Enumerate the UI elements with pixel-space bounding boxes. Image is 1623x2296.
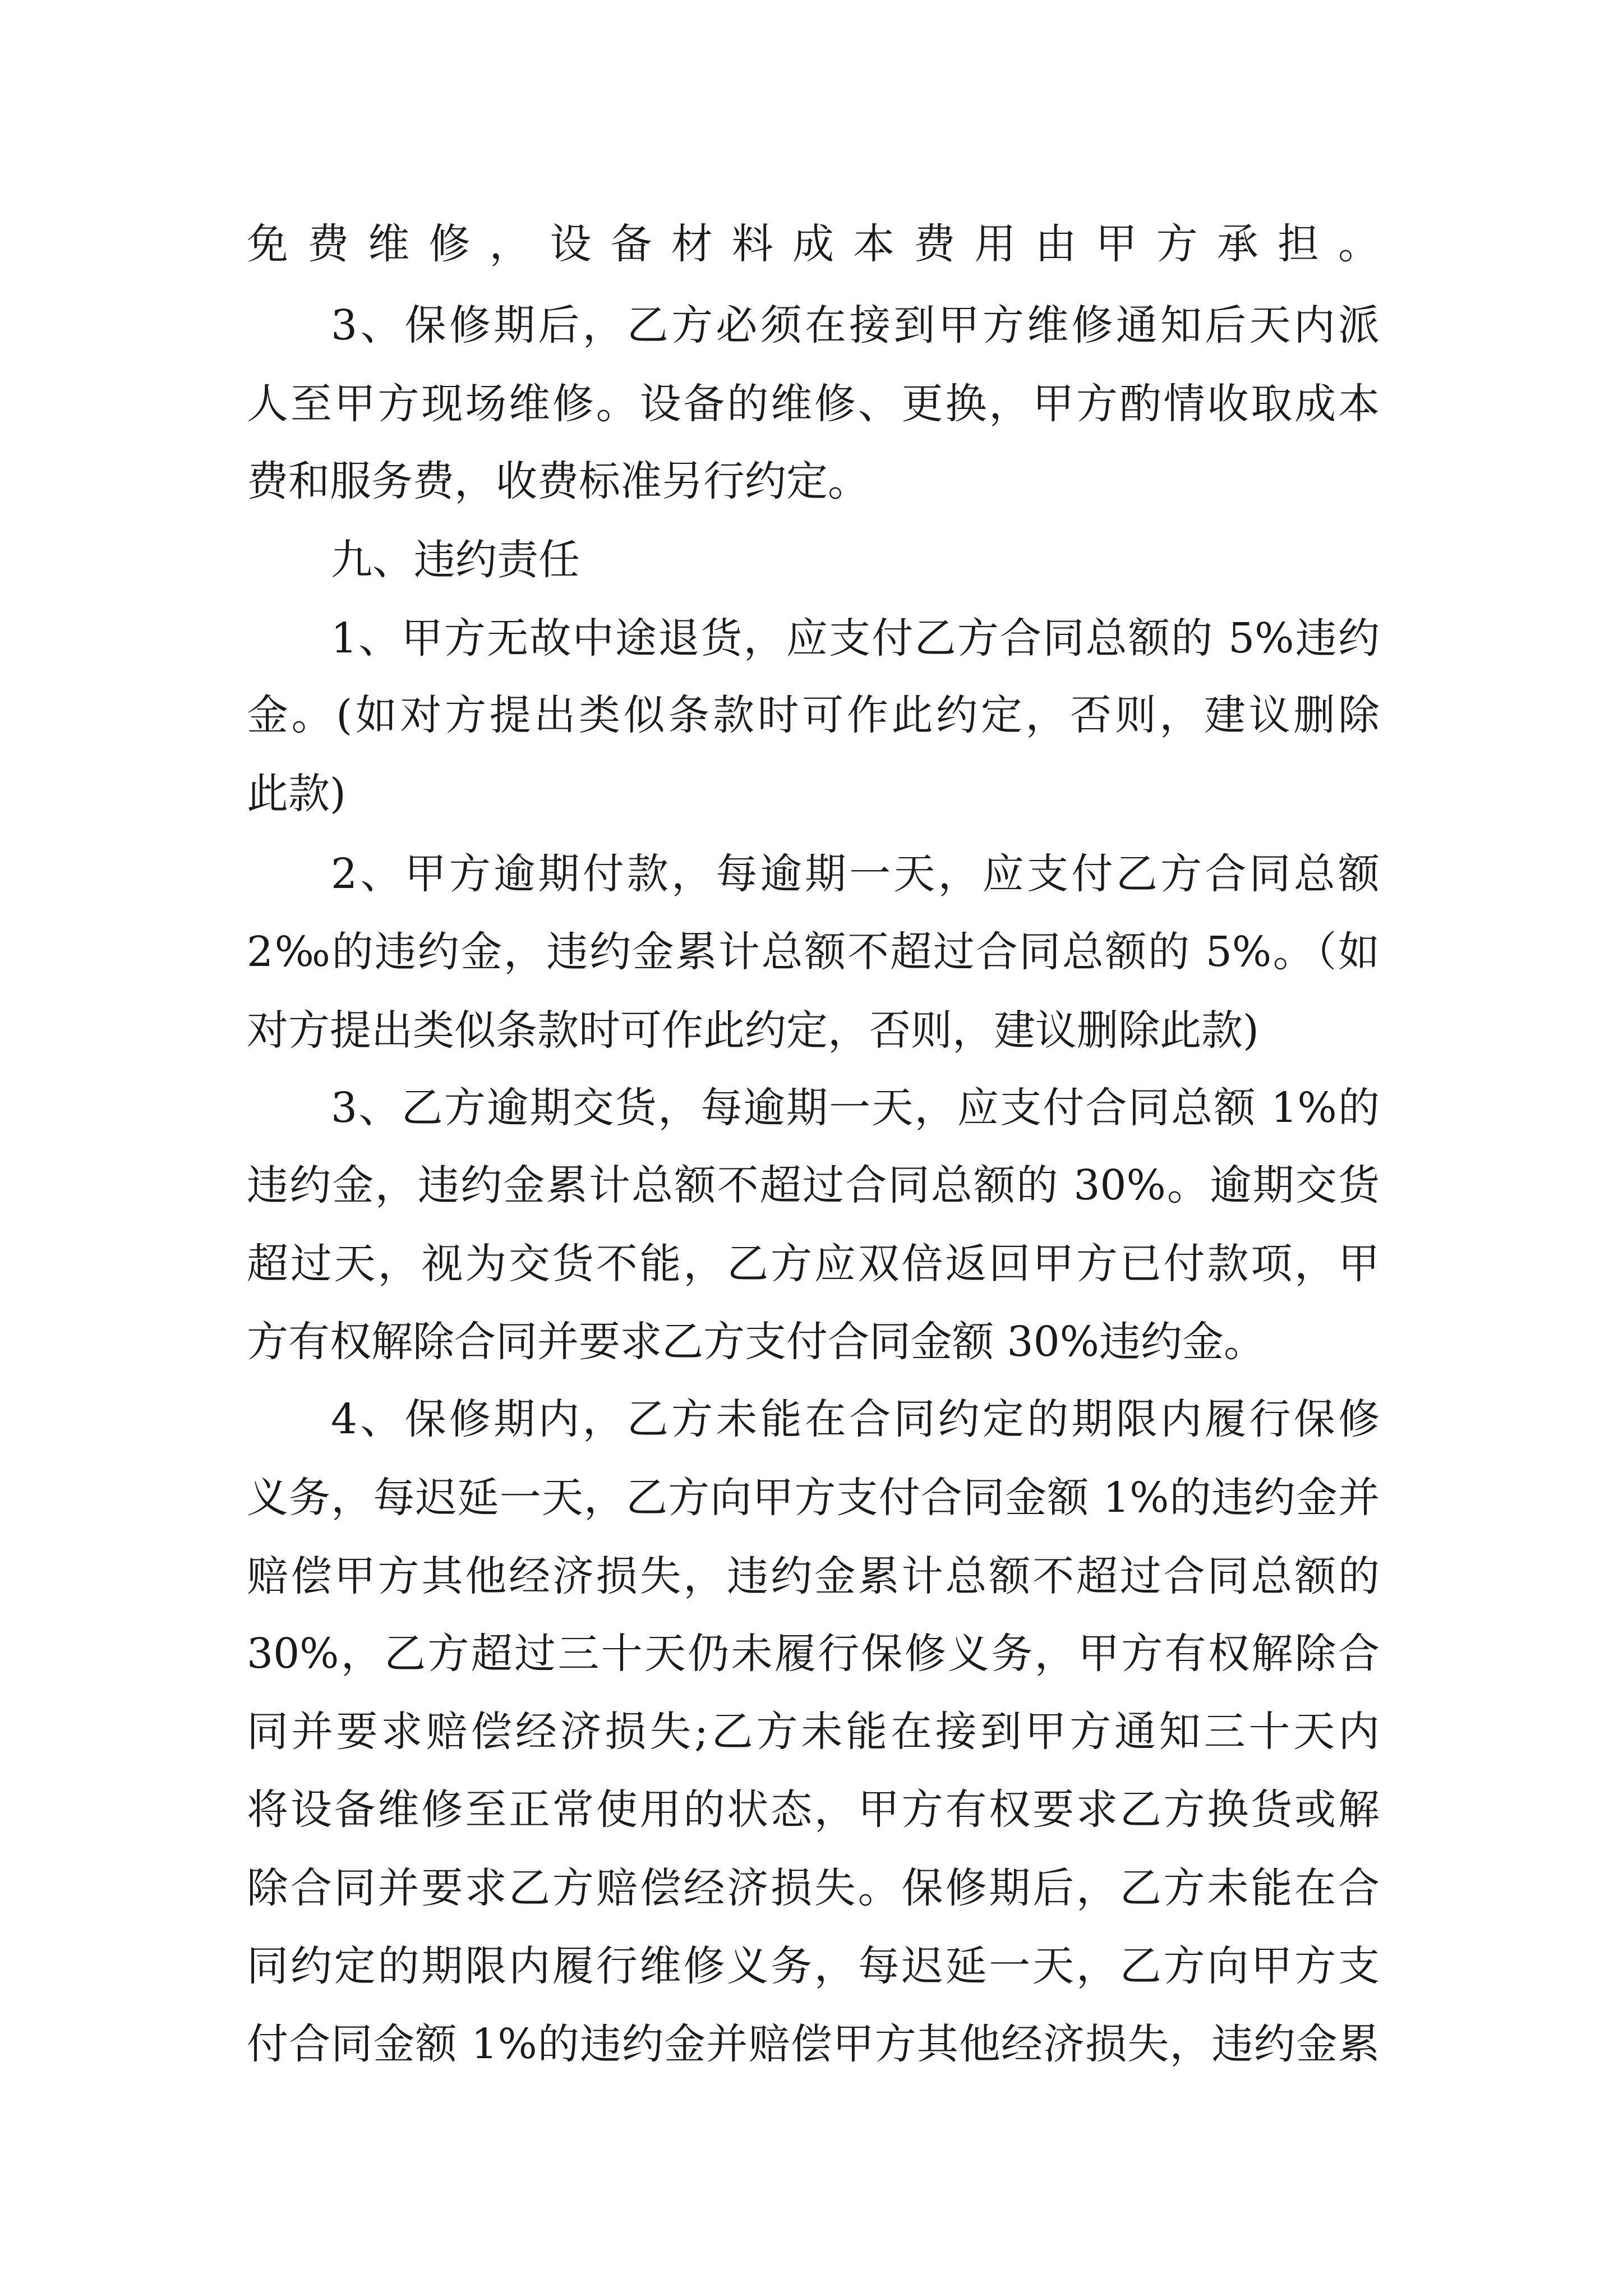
text-line: 付合同金额 1%的违约金并赔偿甲方其他经济损失，违约金累 (247, 2020, 1380, 2068)
text-line: 同并要求赔偿经济损失;乙方未能在接到甲方通知三十天内 (247, 1708, 1380, 1756)
text-line: 费和服务费，收费标准另行约定。 (247, 457, 869, 505)
text-line: 人至甲方现场维修。设备的维修、更换，甲方酌情收取成本 (247, 380, 1380, 428)
text-line: 对方提出类似条款时可作此约定，否则，建议删除此款) (247, 1006, 1259, 1055)
section-heading: 九、违约责任 (331, 536, 580, 584)
text-line: 超过天，视为交货不能，乙方应双倍返回甲方已付款项，甲 (247, 1240, 1380, 1288)
text-line: 3、保修期后，乙方必须在接到甲方维修通知后天内派 (331, 301, 1380, 349)
text-line: 3、乙方逾期交货，每逾期一天，应支付合同总额 1%的 (331, 1084, 1380, 1132)
text-line: 1、甲方无故中途退货，应支付乙方合同总额的 5%违约 (331, 614, 1380, 662)
text-line: 除合同并要求乙方赔偿经济损失。保修期后，乙方未能在合 (247, 1864, 1380, 1912)
text-line: 2‰的违约金，违约金累计总额不超过合同总额的 5%。（如 (247, 928, 1380, 976)
text-line: 赔偿甲方其他经济损失，违约金累计总额不超过合同总额的 (247, 1552, 1380, 1600)
text-line: 方有权解除合同并要求乙方支付合同金额 30%违约金。 (247, 1318, 1265, 1366)
text-line: 同约定的期限内履行维修义务，每迟延一天，乙方向甲方支 (247, 1942, 1380, 1990)
text-line: 4、保修期内，乙方未能在合同约定的期限内履行保修 (331, 1395, 1380, 1443)
text-line: 此款) (247, 770, 346, 818)
text-line: 30%，乙方超过三十天仍未履行保修义务，甲方有权解除合 (247, 1630, 1380, 1678)
text-line: 违约金，违约金累计总额不超过合同总额的 30%。逾期交货 (247, 1161, 1380, 1209)
text-line: 义务，每迟延一天，乙方向甲方支付合同金额 1%的违约金并 (247, 1474, 1380, 1522)
text-line: 2、甲方逾期付款，每逾期一天，应支付乙方合同总额 (331, 850, 1380, 898)
text-line: 将设备维修至正常使用的状态，甲方有权要求乙方换货或解 (247, 1786, 1380, 1834)
text-line: 金。(如对方提出类似条款时可作此约定，否则，建议删除 (247, 691, 1380, 739)
text-line: 免费维修，设备材料成本费用由甲方承担。 (247, 220, 1380, 268)
